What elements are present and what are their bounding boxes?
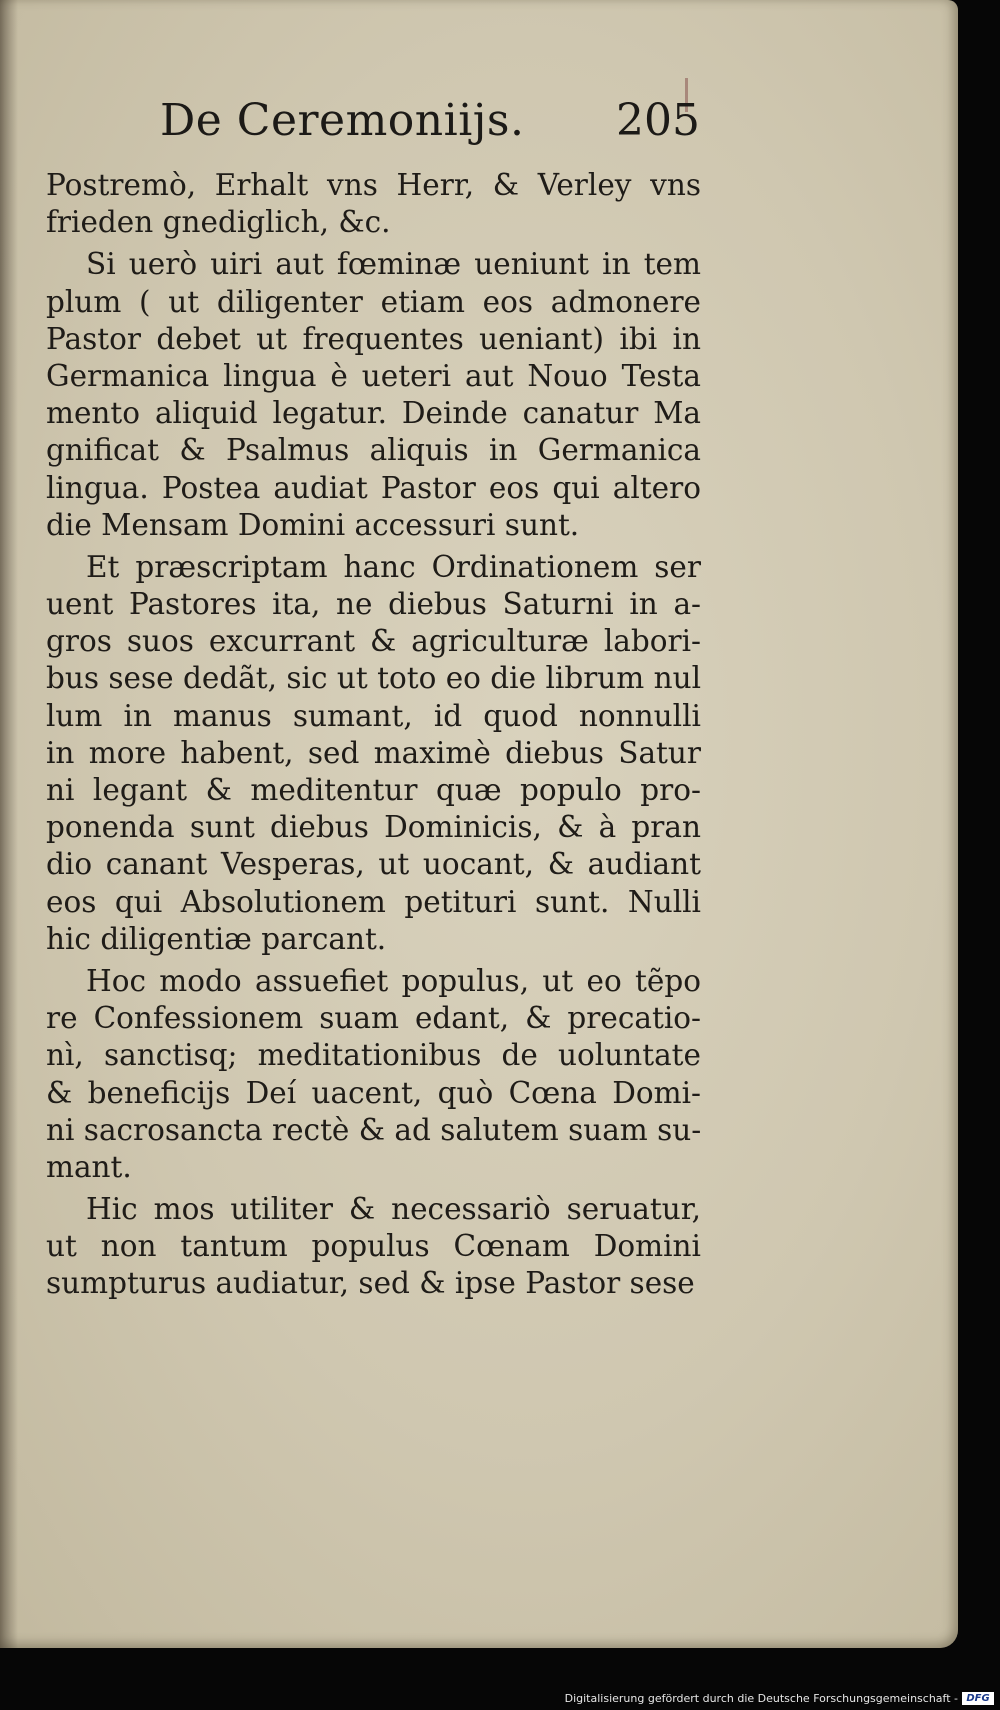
text-line: nì, sanctisq; meditationibus de uoluntate: [46, 1038, 701, 1073]
text-line: lingua. Postea audiat Pastor eos qui altero: [46, 470, 701, 505]
text-line: Pastor debet ut frequentes ueniant) ibi in: [46, 321, 701, 356]
text-line: Germanica lingua è ueteri aut Nouo Testa: [46, 358, 701, 393]
text-line: ni legant & meditentur quæ populo pro-: [46, 773, 701, 807]
text-line: Postremò, Erhalt vns Herr, & Verley vns: [46, 168, 701, 202]
text-line: mento aliquid legatur. Deinde canatur Ma: [46, 396, 701, 431]
text-line: bus sese dedãt, sic ut toto eo die librum nul: [46, 661, 702, 696]
dfg-logo: DFG: [962, 1692, 994, 1705]
text-line: in more habent, sed maximè diebus Satur: [46, 735, 701, 770]
text-line: ut non tantum populus Cœnam Domini: [46, 1229, 701, 1264]
text-line: Hoc modo assuefiet populus, ut eo tẽpo: [86, 963, 701, 998]
running-head: [160, 95, 700, 155]
text-line: gros suos excurrant & agriculturæ labori-: [46, 624, 701, 659]
text-line: lum in manus sumant, id quod nonnulli: [46, 698, 701, 733]
footer-bar: [0, 1688, 1000, 1710]
text-line: & beneficijs Deí uacent, quò Cœna Domi-: [46, 1075, 701, 1110]
text-line: mant.: [46, 1149, 132, 1184]
text-line: Hic mos utiliter & necessariò seruatur,: [86, 1192, 701, 1227]
running-title: De Ceremoniijs.: [160, 95, 525, 146]
text-line: hic diligentiæ parcant.: [46, 921, 387, 956]
text-line: sumpturus audiatur, sed & ipse Pastor sese: [46, 1266, 695, 1301]
text-line: frieden gnediglich, &c.: [46, 205, 391, 240]
text-line: plum ( ut diligenter etiam eos admonere: [46, 284, 701, 319]
text-line: ponenda sunt diebus Dominicis, & à pran: [46, 810, 701, 845]
text-line: eos qui Absolutionem petituri sunt. Nulli: [46, 884, 701, 919]
text-line: gnificat & Psalmus aliquis in Germanica: [46, 433, 701, 468]
body-text: [46, 167, 701, 1303]
text-line: dio canant Vesperas, ut uocant, & audiant: [46, 847, 701, 882]
page-number: 205: [616, 95, 700, 146]
text-line: uent Pastores ita, ne diebus Saturni in a-: [46, 587, 701, 622]
text-line: Et præscriptam hanc Ordinationem ser: [86, 549, 701, 584]
text-line: die Mensam Domini accessuri sunt.: [46, 507, 580, 542]
funding-credit: Digitalisierung gefördert durch die Deutsche Forschungsgemeinschaft -: [564, 1692, 958, 1705]
text-line: re Confessionem suam edant, & precatio-: [46, 1001, 701, 1036]
text-line: Si uerò uiri aut fœminæ ueniunt in tem: [86, 247, 701, 282]
text-line: ni sacrosancta rectè & ad salutem suam su-: [46, 1112, 702, 1147]
